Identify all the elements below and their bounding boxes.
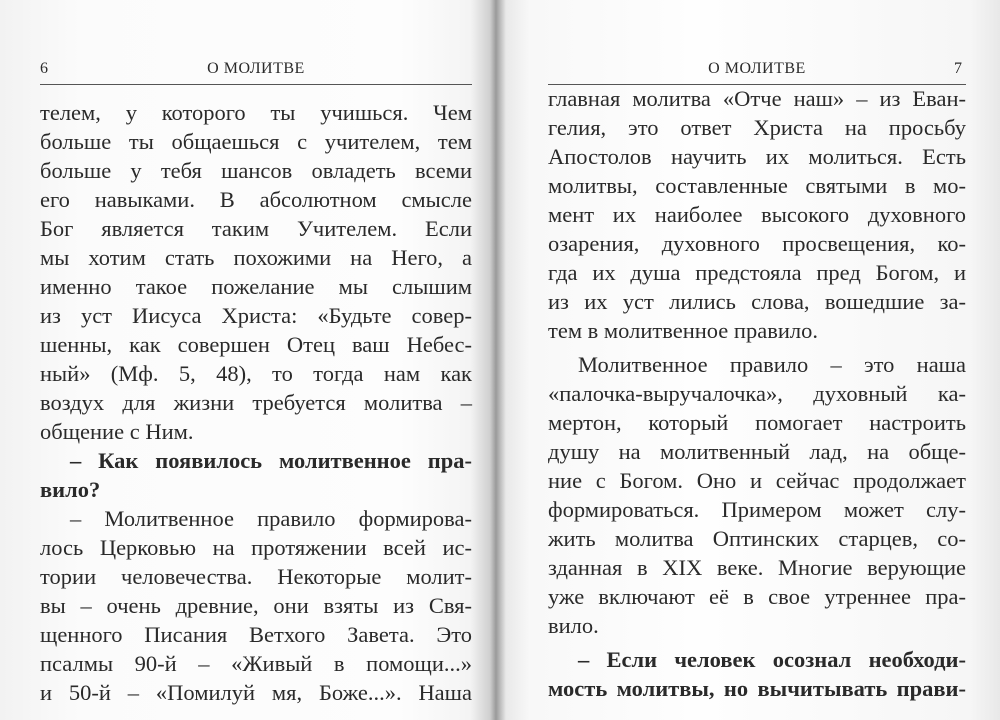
text-line: из их уст лились слова, вошедшие за- — [548, 289, 966, 314]
text-line: тории человечества. Некоторые молит- — [40, 564, 472, 589]
page-header — [548, 58, 966, 85]
text-line: лось Церковью на протяжении всей ис- — [40, 535, 472, 560]
text-line: мы хотим стать похожими на Него, а — [40, 245, 472, 270]
text-line: шенны, как совершен Отец ваш Небес- — [40, 332, 472, 357]
text-line: больше ты общаешься с учителем, тем — [40, 129, 472, 154]
text-line: главная молитва «Отче наш» – из Еван- — [548, 86, 966, 111]
text-line: воздух для жизни требуется молитва – — [40, 390, 472, 415]
text-line: Бог является таким Учителем. Если — [40, 216, 472, 241]
text-line: общение с Ним. — [40, 419, 194, 444]
text-line: вы – очень древние, они взяты из Свя- — [40, 593, 472, 618]
page-header — [40, 58, 472, 85]
text-line: Молитвенное правило – это наша — [578, 352, 966, 377]
text-line: его навыками. В абсолютном смысле — [40, 187, 472, 212]
running-title: О МОЛИТВЕ — [207, 60, 305, 77]
page-number: 7 — [954, 60, 962, 77]
text-line: именно такое пожелание мы слышим — [40, 274, 472, 299]
running-title: О МОЛИТВЕ — [708, 60, 806, 77]
text-line: уже включают её в свое утреннее пра- — [548, 584, 966, 609]
text-line: жить молитва Оптинских старцев, со- — [548, 526, 966, 551]
text-line: ние с Богом. Оно и сейчас продолжает — [548, 468, 966, 493]
text-line: тем в молитвенное правило. — [548, 318, 818, 343]
page-body — [40, 98, 472, 707]
text-line: больше у тебя шансов овладеть всеми — [40, 158, 472, 183]
text-line: зданная в XIX веке. Многие верующие — [548, 555, 966, 580]
text-line: щенного Писания Ветхого Завета. Это — [40, 622, 472, 647]
text-line: молитвы, составленные святыми в мо- — [548, 173, 966, 198]
text-line: телем, у которого ты учишься. Чем — [40, 100, 472, 125]
page-body — [548, 84, 966, 703]
text-line: гелия, это ответ Христа на просьбу — [548, 115, 966, 140]
text-line: псалмы 90-й – «Живый в помощи...» — [40, 651, 472, 676]
text-line: – Молитвенное правило формирова- — [70, 506, 472, 531]
text-line: мертон, который помогает настроить — [548, 410, 966, 435]
question-text-line: – Как появилось молитвенное пра- — [70, 448, 472, 473]
text-line: вило. — [548, 613, 599, 638]
text-line: ный» (Мф. 5, 48), то тогда нам как — [40, 361, 472, 386]
text-line: и 50-й – «Помилуй мя, Боже...». Наша — [40, 680, 472, 705]
text-line: Апостолов научить их молиться. Есть — [548, 144, 966, 169]
question-text-line: вило? — [40, 477, 101, 502]
text-line: озарения, духовного просвещения, ко- — [548, 231, 966, 256]
text-line: мент их наиболее высокого духовного — [548, 202, 966, 227]
text-line: душу на молитвенный лад, на обще- — [548, 439, 966, 464]
text-line: гда их душа предстояла пред Богом, и — [548, 260, 966, 285]
question-text-line: – Если человек осознал необходи- — [578, 647, 966, 672]
text-line: формироваться. Примером может слу- — [548, 497, 966, 522]
text-line: из уст Иисуса Христа: «Будьте совер- — [40, 303, 472, 328]
page-number: 6 — [40, 60, 48, 77]
text-line: «палочка-выручалочка», духовный ка- — [548, 381, 966, 406]
question-text-line: мость молитвы, но вычитывать прави- — [548, 676, 966, 701]
